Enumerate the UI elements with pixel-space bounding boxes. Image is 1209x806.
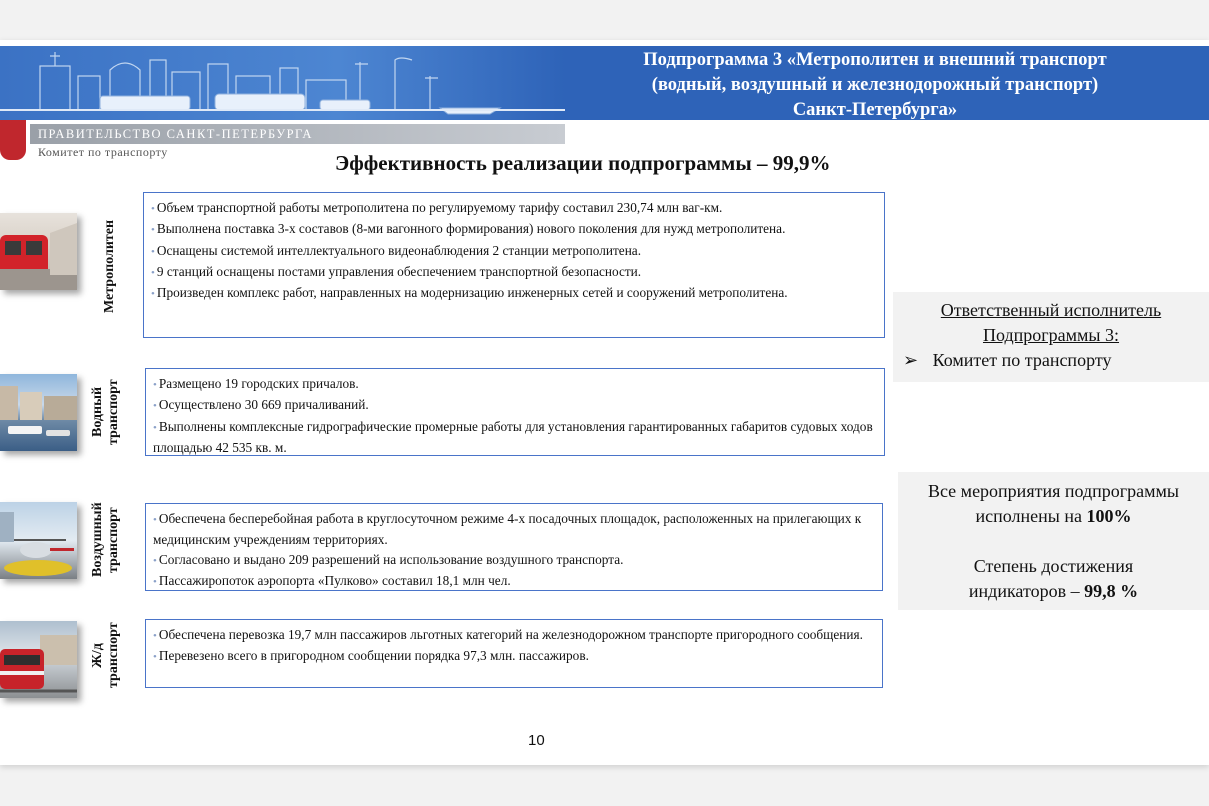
list-item-text: Оснащены системой интеллектуального видеонаблюдения 2 станции метрополитена. <box>156 242 642 258</box>
section-box-metro <box>143 192 885 338</box>
section-label-line: транспорт <box>106 622 121 689</box>
list-item-text: Размещено 19 городских причалов. <box>158 376 359 391</box>
responsible-title-line-1: Ответственный исполнитель <box>940 300 1162 320</box>
section-label-water <box>90 373 128 451</box>
water-city-illustration <box>0 374 77 451</box>
list-item-text: Произведен комплекс работ, направленных на модернизацию инженерных сетей и сооружений метрополитена. <box>156 285 788 301</box>
committee-name: Комитет по транспорту <box>38 145 168 159</box>
summary-panel <box>898 472 1209 610</box>
government-name: ПРАВИТЕЛЬСТВО САНКТ-ПЕТЕРБУРГА <box>30 124 565 144</box>
browser-top-strip <box>0 0 1209 40</box>
list-item-text: Выполнена поставка 3-х составов (8-ми вагонного формирования) нового поколения для нужд метрополитена. <box>156 221 786 237</box>
list-item: • Согласовано и выдано 209 разрешений на использование воздушного транспорта. <box>153 551 624 567</box>
list-item: • Выполнены комплексные гидрографические промерные работы для установления гарантированных габаритов судовых ходов площадью 42 535 кв. м. <box>153 418 873 455</box>
responsible-panel <box>893 292 1209 382</box>
responsible-title-line-2: Подпрограммы 3: <box>982 325 1120 345</box>
list-item-text: Объем транспортной работы метрополитена по регулируемому тарифу составил 230,74 млн ваг-км. <box>156 200 723 215</box>
list-item: • Произведен комплекс работ, направленных на модернизацию инженерных сетей и сооружений метрополитена. <box>151 285 788 301</box>
responsible-item <box>893 348 1209 373</box>
cityscape-illustration <box>0 46 565 120</box>
section-label-line: транспорт <box>106 507 121 573</box>
summary-spacer <box>898 529 1209 554</box>
section-label-line: Воздушный <box>90 502 105 578</box>
summary-completion-value: 100% <box>1086 506 1132 526</box>
list-item-text: Согласовано и выдано 209 разрешений на использование воздушного транспорта. <box>158 551 624 567</box>
summary-line-4-prefix: индикаторов – <box>968 581 1080 601</box>
section-label-line: транспорт <box>106 379 121 445</box>
section-label-line: Ж/д <box>90 643 105 668</box>
list-item-text: Обеспечена перевозка 19,7 млн пассажиров льготных категорий на железнодорожном транспорте пригородного сообщения. <box>158 627 863 642</box>
list-item: • Перевезено всего в пригородном сообщении порядка 97,3 млн. пассажиров. <box>153 648 589 664</box>
summary-line-3: Степень достижения <box>973 556 1134 576</box>
cityscape-banner <box>0 46 565 120</box>
list-item: • Пассажиропоток аэропорта «Пулково» составил 18,1 млн чел. <box>153 572 511 588</box>
subprogram-title <box>560 48 1190 123</box>
water-transport-photo <box>0 374 77 451</box>
list-item-text: 9 станций оснащены постами управления обеспечением транспортной безопасности. <box>156 263 642 279</box>
summary-line-1: Все мероприятия подпрограммы <box>927 481 1180 501</box>
main-title: Эффективность реализации подпрограммы – 99,9% <box>335 151 831 175</box>
list-item-text: Пассажиропоток аэропорта «Пулково» составил 18,1 млн чел. <box>158 572 511 588</box>
section-label-railway <box>90 618 128 693</box>
title-line-2: (водный, воздушный и железнодорожный транспорт) <box>651 75 1099 95</box>
list-item: • Объем транспортной работы метрополитена по регулируемому тарифу составил 230,74 млн ваг-км. <box>151 200 723 215</box>
metro-photo <box>0 213 77 290</box>
section-label-line: Метрополитен <box>102 219 117 313</box>
list-item: • Обеспечена бесперебойная работа в круглосуточном режиме 4-х посадочных площадок, расположенных на прилегающих к медицинским учреждениям территориях. <box>153 511 862 548</box>
header-banner <box>0 46 1209 120</box>
summary-indicator-value: 99,8 % <box>1084 581 1139 601</box>
list-item-text: Осуществлено 30 669 причаливаний. <box>158 397 369 413</box>
section-label-air <box>90 495 128 585</box>
helicopter-illustration <box>0 502 77 579</box>
list-item: • Осуществлено 30 669 причаливаний. <box>153 397 369 413</box>
summary-line-2-prefix: исполнены на <box>975 506 1082 526</box>
list-item-text: Выполнены комплексные гидрографические промерные работы для установления гарантированных габаритов судовых ходов площадью 42 535 кв. м. <box>153 418 873 455</box>
section-box-railway <box>145 619 883 688</box>
summary-line-4 <box>898 579 1209 604</box>
page-number: 10 <box>528 732 545 749</box>
suburban-train-illustration <box>0 621 77 698</box>
list-item: • 9 станций оснащены постами управления обеспечением транспортной безопасности. <box>151 263 642 279</box>
section-label-line: Водный <box>90 386 105 438</box>
section-box-water <box>145 368 885 456</box>
list-item-text: Перевезено всего в пригородном сообщении порядка 97,3 млн. пассажиров. <box>158 648 589 664</box>
metro-train-illustration <box>0 213 77 290</box>
air-transport-photo <box>0 502 77 579</box>
title-line-1: Подпрограмма 3 «Метрополитен и внешний транспорт <box>643 50 1107 70</box>
title-line-3: Санкт-Петербурга» <box>792 100 958 120</box>
summary-line-2 <box>898 504 1209 529</box>
section-label-metro <box>102 212 122 320</box>
responsible-item-text: Комитет по транспорту <box>932 350 1112 370</box>
city-emblem-icon <box>0 120 26 160</box>
list-item: • Оснащены системой интеллектуального видеонаблюдения 2 станции метрополитена. <box>151 242 642 258</box>
list-item-text: Обеспечена бесперебойная работа в круглосуточном режиме 4-х посадочных площадок, расположенных на прилегающих к медицинским учреждениям территориях. <box>153 511 862 548</box>
list-item: • Обеспечена перевозка 19,7 млн пассажиров льготных категорий на железнодорожном транспорте пригородного сообщения. <box>153 627 863 642</box>
list-item: • Выполнена поставка 3-х составов (8-ми вагонного формирования) нового поколения для нужд метрополитена. <box>151 221 786 237</box>
list-item: • Размещено 19 городских причалов. <box>153 376 359 391</box>
arrow-bullet-icon: ➢ <box>903 350 919 370</box>
railway-photo <box>0 621 77 698</box>
slide <box>0 40 1209 765</box>
section-box-air <box>145 503 883 591</box>
